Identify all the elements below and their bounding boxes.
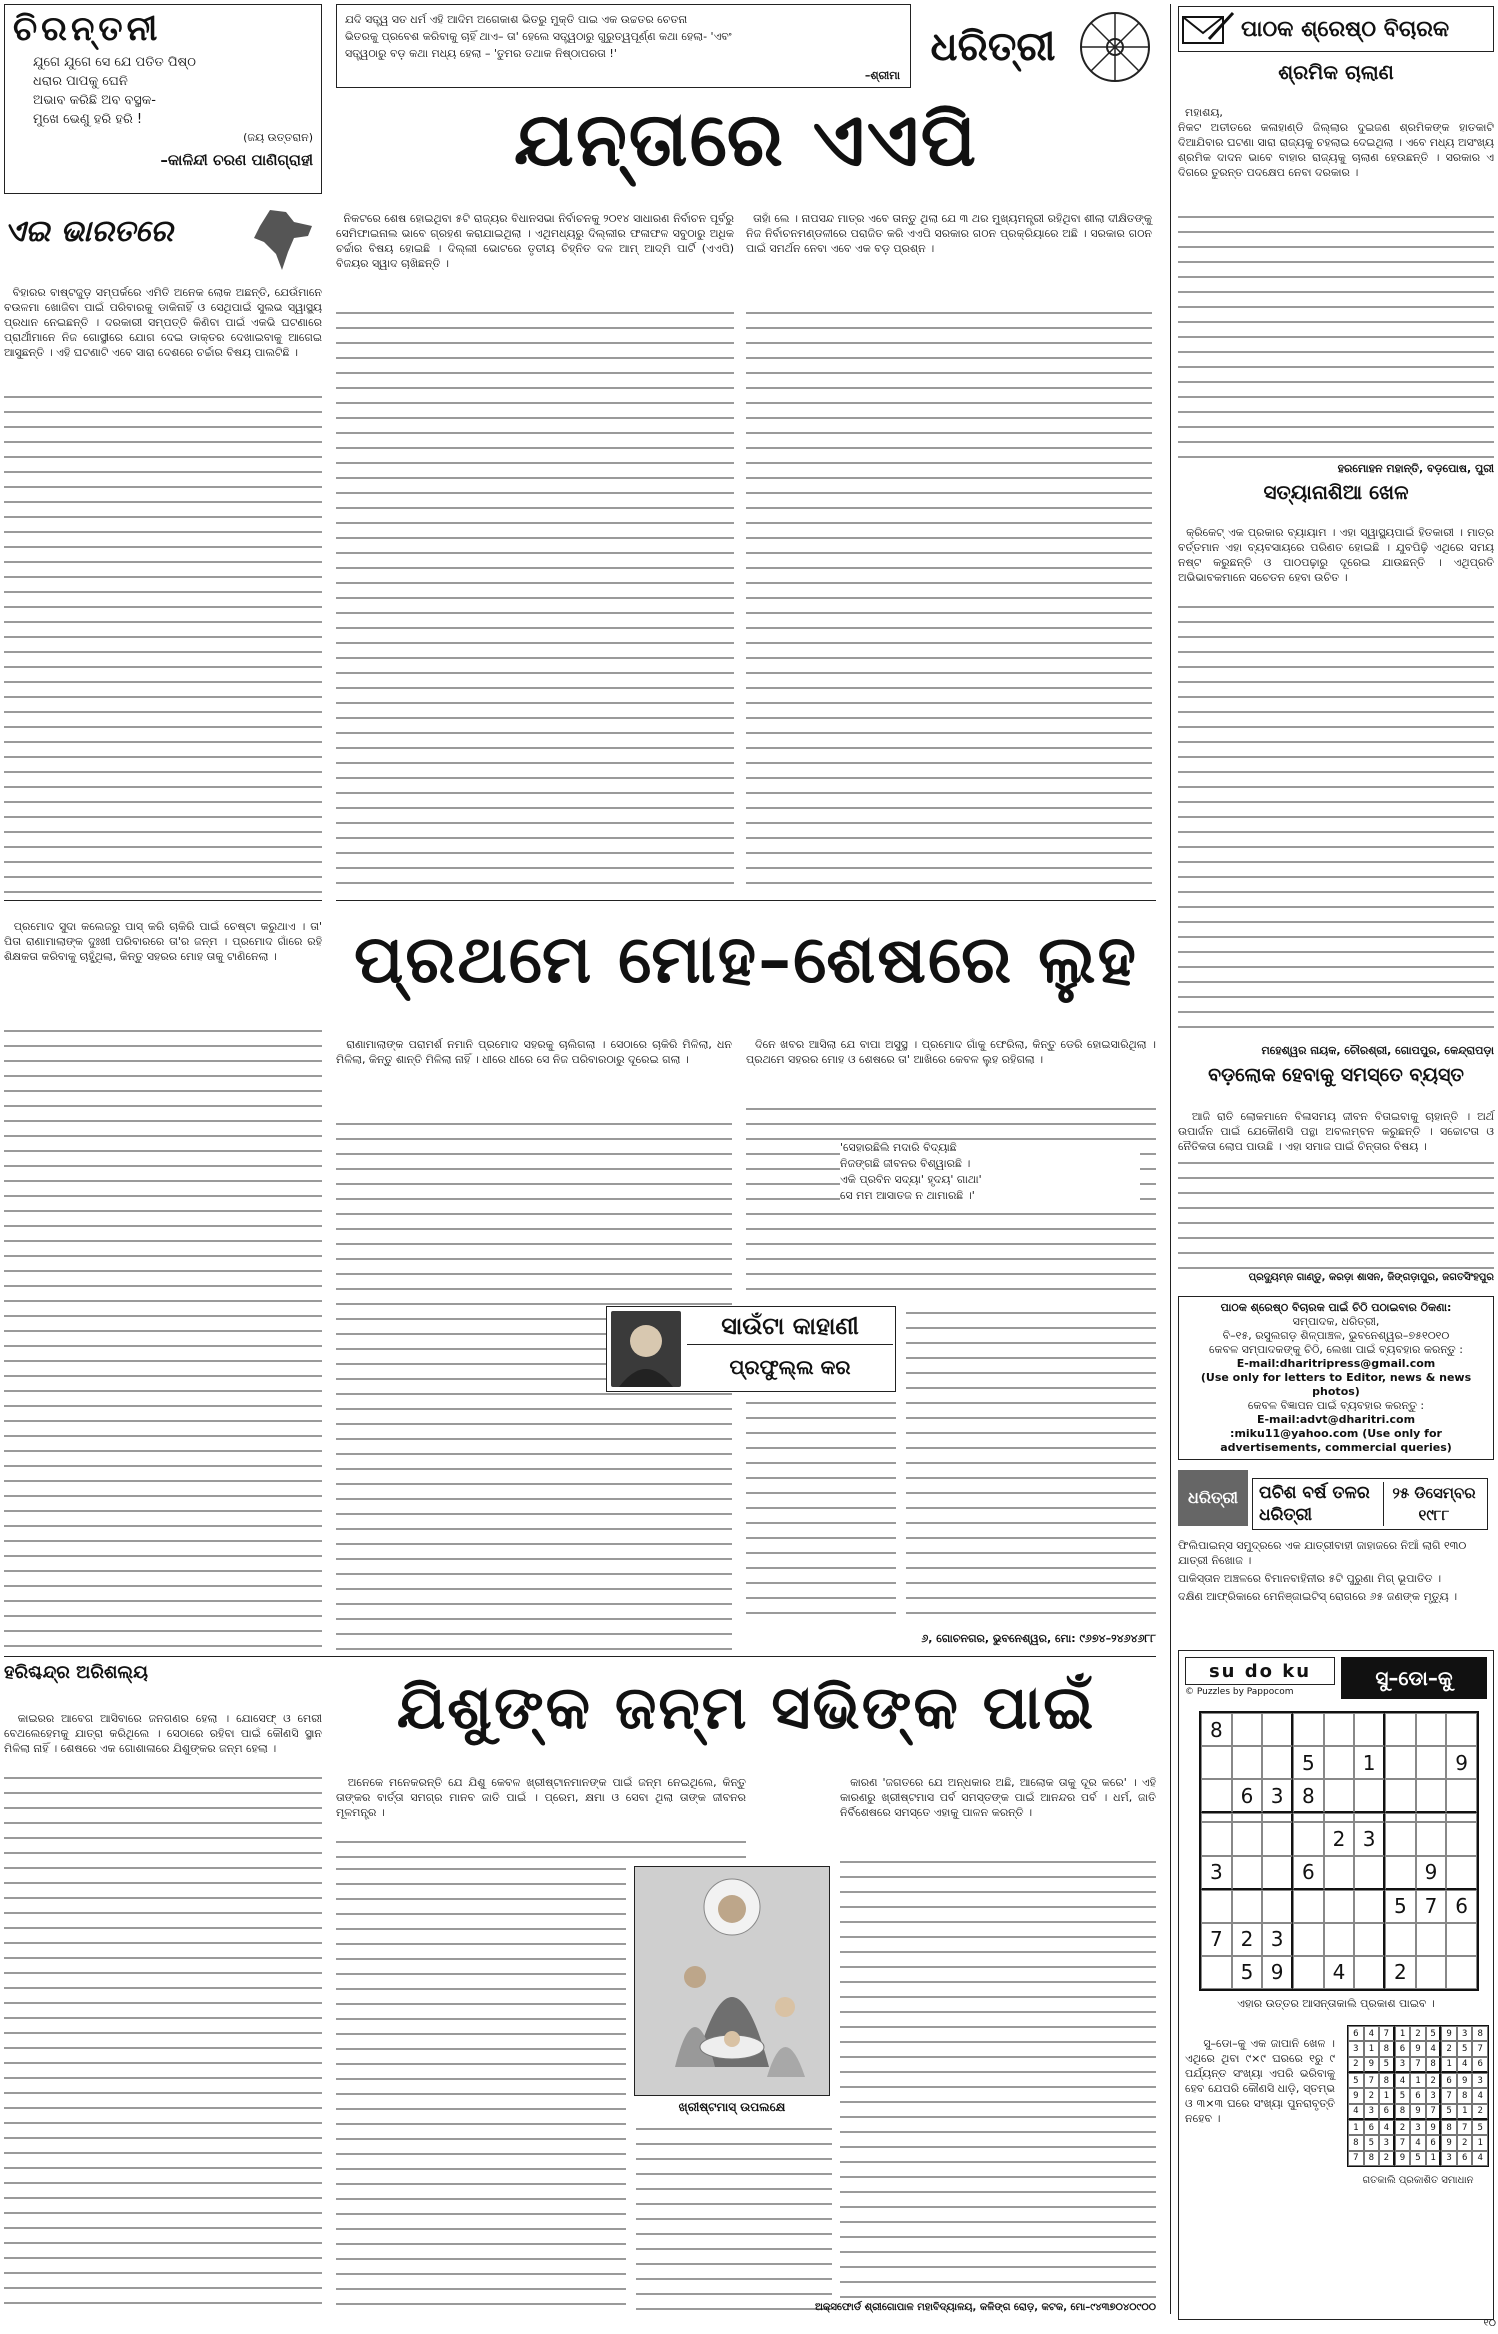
sudoku-cell[interactable] [1416, 1923, 1447, 1956]
solution-cell: 4 [1426, 2041, 1442, 2056]
sudoku-cell[interactable] [1232, 1822, 1263, 1855]
sudoku-cell[interactable] [1262, 1713, 1293, 1746]
solution-cell: 2 [1364, 2088, 1380, 2103]
solution-cell: 3 [1364, 2104, 1380, 2120]
solution-cell: 2 [1472, 2104, 1488, 2120]
solution-cell: 4 [1410, 2135, 1426, 2150]
sudoku-cell[interactable] [1201, 1746, 1232, 1779]
second-address: ୬, ଗୋଚନଗର, ଭୁବନେଶ୍ୱର, ମୋ: ୯୬୭୪–୨୪୬୪୬୮୮ [921, 1632, 1156, 1645]
solution-cell: 7 [1410, 2057, 1426, 2073]
archive-logo: ଧରିତ୍ରୀ [1178, 1470, 1248, 1526]
solution-cell: 8 [1426, 2057, 1442, 2073]
sudoku-cell[interactable] [1385, 1822, 1416, 1855]
solution-cell: 8 [1348, 2135, 1364, 2150]
solution-cell: 4 [1364, 2026, 1380, 2041]
christmas-col-3: କାରଣ 'ଜଗତରେ ଯେ ଅନ୍ଧକାର ଅଛି, ଆଲୋକ ତାକୁ ଦୂର କରେ' । ଏହି କାରଣରୁ ଖ୍ରୀଷ୍ଟମାସ ପର୍ବ ସମସ୍ତଙ୍କ ପାଇଁ ଆନନ୍ଦର ପର୍ବ । ଧର୍ମ, ଜାତି ନିର୍ବିଶେଷରେ ସମସ୍ତେ ଏହାକୁ ପାଳନ କରନ୍ତି । [840, 1760, 1156, 2300]
solution-cell: 2 [1426, 2073, 1442, 2088]
contact-email2b[interactable]: :miku11@yahoo.com (Use only for advertisements, commercial queries) [1220, 1427, 1452, 1454]
solution-cell: 3 [1410, 2120, 1426, 2135]
solution-cell: 3 [1395, 2057, 1411, 2073]
sudoku-cell[interactable] [1201, 1822, 1232, 1855]
sudoku-cell[interactable]: 9 [1446, 1746, 1477, 1779]
divider [336, 900, 1156, 901]
christmas-col-2: ଅନେକେ ମନେକରନ୍ତି ଯେ ଯିଶୁ କେବଳ ଖ୍ରୀଷ୍ଟାନମାନଙ୍କ ପାଇଁ ଜନ୍ମ ନେଇଥିଲେ, କିନ୍ତୁ ତାଙ୍କର ବାର୍ତ୍ତା ସମଗ୍ର ମାନବ ଜାତି ପାଇଁ । ପ୍ରେମ, କ୍ଷମା ଓ ସେବା ଥିଲା ତାଙ୍କ ଜୀବନର ମୂଳମନ୍ତ୍ର । [336, 1760, 746, 1860]
solution-cell: 3 [1457, 2026, 1473, 2041]
christmas-col-2-left [336, 1862, 626, 2316]
solution-cell: 9 [1457, 2073, 1473, 2088]
sudoku-cell[interactable]: 1 [1354, 1746, 1385, 1779]
letter1-title: ଶ୍ରମିକ ଚାଲାଣ [1278, 60, 1394, 84]
solution-cell: 9 [1410, 2104, 1426, 2120]
chirantani-source: (ଜୟ ଉତ୍ତରାନ) [243, 131, 313, 144]
archive-title: ପଚିଶ ବର୍ଷ ତଳର ଧରିତ୍ରୀ [1259, 1483, 1370, 1525]
archive-date: ୨୫ ଡିସେମ୍ବର ୧୯୮୮ [1383, 1482, 1484, 1526]
readers-banner [1178, 6, 1494, 52]
solution-cell: 1 [1426, 2151, 1442, 2166]
sudoku-cell[interactable] [1201, 1890, 1232, 1923]
sudoku-cell[interactable] [1416, 1822, 1447, 1855]
second-col-left: ପ୍ରମୋଦ ସୁଦା କଲେଜରୁ ପାସ୍ କରି ଚାକିରି ପାଇଁ ଚେଷ୍ଟା କରୁଥାଏ । ତା' ପିତା ରାଣାମାଲାଙ୍କ ଦୁଃଖୀ ପରିବାରରେ ତା'ର ଜନ୍ମ । ପ୍ରମୋଦ ଗାଁରେ ରହି ଶିକ୍ଷକତା କରିବାକୁ ଚାହୁଁଥିଲା, କିନ୍ତୁ ସହରର ମୋହ ତାକୁ ଟାଣିନେଲା । [4, 904, 322, 1654]
sudoku-cell[interactable] [1201, 1779, 1232, 1813]
contact-heading: ପାଠକ ଶ୍ରେଷ୍ଠ ବିଚାରକ ପାଇଁ ଚିଠି ପଠାଇବାର ଠିକଣା: [1220, 1301, 1452, 1314]
sudoku-cell[interactable] [1201, 1813, 1232, 1822]
contact-line1: ସମ୍ପାଦକ, ଧରିତ୍ରୀ, [1292, 1315, 1380, 1328]
solution-cell: 9 [1426, 2120, 1442, 2135]
sudoku-cell[interactable] [1324, 1923, 1355, 1956]
sudoku-cell[interactable] [1446, 1779, 1477, 1813]
india-map-icon [250, 208, 316, 272]
divider [4, 900, 322, 901]
contact-line3: କେବଳ ସମ୍ପାଦକଙ୍କୁ ଚିଠି, ଲେଖା ପାଇଁ ବ୍ୟବହାର କରନ୍ତୁ : [1209, 1343, 1463, 1356]
sudoku-cell[interactable] [1232, 1746, 1263, 1779]
christmas-author: ହରିଶ୍ଚନ୍ଦ୍ର ଅରିଶଲ୍ୟ [4, 1662, 148, 1683]
sudoku-cell[interactable] [1232, 1890, 1263, 1923]
solution-cell: 8 [1441, 2120, 1457, 2135]
sudoku-cell[interactable] [1324, 1890, 1355, 1923]
wheel-icon [1078, 10, 1152, 84]
solution-cell: 8 [1364, 2151, 1380, 2166]
sudoku-cell[interactable] [1385, 1746, 1416, 1779]
sudoku-cell[interactable]: 3 [1262, 1923, 1293, 1956]
sudoku-cell[interactable] [1262, 1822, 1293, 1855]
sudoku-header [1185, 1657, 1487, 1701]
solution-cell: 6 [1410, 2088, 1426, 2103]
solution-cell: 8 [1395, 2104, 1411, 2120]
solution-cell: 3 [1348, 2041, 1364, 2056]
solution-cell: 9 [1441, 2026, 1457, 2041]
solution-cell: 4 [1472, 2151, 1488, 2166]
sudoku-cell[interactable] [1354, 1956, 1385, 1989]
author-box-name: ପ୍ରଫୁଲ୍ଲ କର [729, 1355, 851, 1379]
solution-cell: 1 [1364, 2041, 1380, 2056]
sudoku-cell[interactable] [1324, 1813, 1355, 1822]
divider [4, 1656, 1156, 1657]
sudoku-cell[interactable] [1232, 1713, 1263, 1746]
letter2-title: ସତ୍ୟାନାଶିଆ ଖେଳ [1263, 480, 1409, 504]
sudoku-solution-grid [1347, 2025, 1489, 2167]
solution-cell: 8 [1379, 2073, 1395, 2088]
christmas-address: ଅକ୍ସଫୋର୍ଡ ଶ୍ରୀଗୋପାଳ ମହାବିଦ୍ୟାଳୟ, କଳିଙ୍ଗ ରୋଡ଼, କଟକ, ମୋ–୯୪୩୭୦୪୦୯୦୦ [815, 2302, 1156, 2313]
sudoku-cell[interactable]: 7 [1416, 1890, 1447, 1923]
solution-cell: 1 [1457, 2104, 1473, 2120]
sudoku-cell[interactable] [1354, 1923, 1385, 1956]
solution-cell: 7 [1379, 2026, 1395, 2041]
sudoku-cell[interactable]: 8 [1201, 1713, 1232, 1746]
page-number: ୧୦ [1483, 2318, 1496, 2329]
sudoku-cell[interactable] [1324, 1779, 1355, 1813]
letter3-body: ଆଜି ରାତି ଲୋକମାନେ ବିଳାସମୟ ଜୀବନ ବିତାଇବାକୁ ଚାହାନ୍ତି । ଅର୍ଥ ଉପାର୍ଜନ ପାଇଁ ଯେକୌଣସି ପନ୍ଥା ଅବଲମ୍ବନ କରୁଛନ୍ତି । ସଚ୍ଚୋଟତା ଓ ନୈତିକତା ଲୋପ ପାଉଛି । ଏହା ସମାଜ ପାଇଁ ଚିନ୍ତାର ବିଷୟ । [1178, 1094, 1494, 1270]
sudoku-cell[interactable] [1446, 1822, 1477, 1855]
letter2-body: କ୍ରିକେଟ୍ ଏକ ପ୍ରକାର ବ୍ୟାୟାମ । ଏହା ସ୍ୱାସ୍ଥ୍ୟପାଇଁ ହିତକାରୀ । ମାତ୍ର ବର୍ତ୍ତମାନ ଏହା ବ୍ୟବସାୟରେ ପରିଣତ ହୋଇଛି । ଯୁବପିଢ଼ି ଏଥିରେ ସମୟ ନଷ୍ଟ କରୁଛନ୍ତି ଓ ପାଠପଢ଼ାରୁ ଦୂରେଇ ଯାଉଛନ୍ତି । ଏଥିପ୍ରତି ଅଭିଭାବକମାନେ ସଚେତନ ହେବା ଉଚିତ । [1178, 510, 1494, 1040]
second-col-2b [746, 1396, 896, 1626]
archive-item: ଦକ୍ଷିଣ ଆଫ୍ରିକାରେ ମେନିଞ୍ଜାଇଟିସ୍ ରୋଗରେ ୬୫ ଜଣଙ୍କ ମୃତ୍ୟୁ । [1178, 1590, 1458, 1603]
archive-title-box [1252, 1478, 1488, 1530]
solution-cell: 9 [1410, 2041, 1426, 2056]
solution-cell: 1 [1410, 2073, 1426, 2088]
solution-cell: 5 [1426, 2026, 1442, 2041]
sudoku-cell[interactable] [1201, 1956, 1232, 1989]
archive-item: ପାକିସ୍ତାନ ଅଞ୍ଚଳରେ ବିମାନବାହିନୀର ୫ଟି ପୁରୁଣା ମିଗ୍ ଭୂପାତିତ । [1178, 1572, 1442, 1585]
body-continuation [4, 390, 322, 898]
quote-author: –ଶ୍ରୀମା [864, 69, 900, 82]
lead-headline: ଯନ୍ତାରେ ଏଏପି [514, 97, 978, 183]
solution-cell: 5 [1379, 2057, 1395, 2073]
contact-email2[interactable]: E-mail:advt@dharitri.com [1256, 1413, 1416, 1426]
chirantani-poet: –କାଳିନ୍ଦୀ ଚରଣ ପାଣିଗ୍ରାହୀ [160, 151, 313, 169]
christmas-col-1: କାଇରର ଆବେଗ ଆସିବାରେ ଜନଗଣର ହେଲା । ଯୋସେଫ୍ ଓ ମେରୀ ବେଥଲେହେମକୁ ଯାତ୍ରା କରିଥିଲେ । ସେଠାରେ ରହିବା ପାଇଁ କୌଣସି ସ୍ଥାନ ମିଳିଲା ନାହିଁ । ଶେଷରେ ଏକ ଗୋଶାଳାରେ ଯିଶୁଙ୍କର ଜନ୍ମ ହେଲା । [4, 1696, 322, 2316]
solution-cell: 5 [1457, 2041, 1473, 2056]
readers-banner-title: ପାଠକ ଶ୍ରେଷ୍ଠ ବିଚାରକ [1241, 16, 1450, 42]
sudoku-cell[interactable] [1416, 1746, 1447, 1779]
solution-cell: 6 [1379, 2104, 1395, 2120]
solution-cell: 4 [1457, 2057, 1473, 2073]
sudoku-cell[interactable] [1385, 1856, 1416, 1890]
sudoku-cell[interactable] [1385, 1923, 1416, 1956]
solution-cell: 1 [1348, 2120, 1364, 2135]
body-continuation [746, 1396, 896, 1626]
solution-cell: 9 [1441, 2135, 1457, 2150]
letter3-title: ବଡ଼ଲୋକ ହେବାକୁ ସମସ୍ତେ ବ୍ୟସ୍ତ [1208, 1064, 1464, 1086]
sudoku-cell[interactable] [1354, 1779, 1385, 1813]
body-continuation [636, 2122, 832, 2316]
solution-cell: 2 [1348, 2057, 1364, 2073]
sudoku-cell[interactable] [1446, 1713, 1477, 1746]
letter1-body: ମହାଶୟ, ନିକଟ ଅତୀତରେ କଳାହାଣ୍ଡି ଜିଲ୍ଲାର ଦୁଇଜଣ ଶ୍ରମିକଙ୍କ ହାତକାଟି ଦିଆଯିବାର ଘଟଣା ସାରା ରାଜ୍ୟକୁ ଚହଲାଇ ଦେଇଥିଲା । ଏବେ ମଧ୍ୟ ଅସଂଖ୍ୟ ଶ୍ରମିକ ଦାଦନ ଭାବେ ବାହାର ରାଜ୍ୟକୁ ଚାଲାଣ ହେଉଛନ୍ତି । ସରକାର ଏ ଦିଗରେ ତୁରନ୍ତ ପଦକ୍ଷେପ ନେବା ଦରକାର । [1178, 90, 1494, 460]
christmas-image-caption: ଖ୍ରୀଷ୍ଟମାସ୍ ଉପଲକ୍ଷେ [678, 2100, 786, 2114]
paper-name: ଧରିତ୍ରୀ [930, 22, 1056, 70]
body-continuation [4, 1771, 322, 2316]
solution-cell: 2 [1379, 2151, 1395, 2166]
sudoku-cell[interactable] [1232, 1813, 1263, 1822]
chirantani-box [4, 4, 322, 194]
sudoku-cell[interactable] [1446, 1856, 1477, 1890]
solution-cell: 2 [1441, 2041, 1457, 2056]
sudoku-note: ଏହାର ଉତ୍ତର ଆସନ୍ତାକାଲି ପ୍ରକାଶ ପାଇବ । [1237, 1997, 1435, 2010]
chirantani-title: ଚିରନ୍ତନୀ [13, 9, 162, 49]
contact-box [1178, 1296, 1494, 1460]
solution-cell: 3 [1426, 2088, 1442, 2103]
sudoku-cell[interactable] [1354, 1890, 1385, 1923]
sudoku-cell[interactable] [1446, 1956, 1477, 1989]
body-continuation [4, 1024, 322, 1654]
body-continuation [336, 1862, 626, 2316]
sudoku-cell[interactable] [1385, 1779, 1416, 1813]
solution-cell: 3 [1379, 2135, 1395, 2150]
sudoku-cell[interactable]: 6 [1446, 1890, 1477, 1923]
sudoku-cell[interactable] [1262, 1746, 1293, 1779]
sudoku-cell[interactable]: 9 [1416, 1856, 1447, 1890]
solution-cell: 1 [1441, 2057, 1457, 2073]
sudoku-cell[interactable]: 5 [1232, 1956, 1263, 1989]
ajira-bharat-title: ଏଇ ଭାରତରେ [4, 214, 173, 249]
solution-cell: 5 [1441, 2104, 1457, 2120]
body-continuation [906, 1306, 1156, 1626]
sudoku-cell[interactable] [1324, 1746, 1355, 1779]
quote-box [336, 4, 911, 88]
solution-cell: 9 [1395, 2151, 1411, 2166]
body-continuation [746, 306, 1152, 896]
sudoku-cell[interactable] [1293, 1890, 1324, 1923]
sudoku-help: ସୁ–ଡୋ–କୁ ଏକ ଜାପାନି ଖେଳ । ଏଥିରେ ଥିବା ୯×୯ ଘରରେ ୧ରୁ ୯ ପର୍ଯ୍ୟନ୍ତ ସଂଖ୍ୟା ଏପରି ଭରିବାକୁ ହେବ ଯେପରି କୌଣସି ଧାଡ଼ି, ସ୍ତମ୍ଭ ଓ ୩×୩ ଘରେ ସଂଖ୍ୟା ପୁନରାବୃତ୍ତି ନହେବ । [1185, 2037, 1339, 2125]
sudoku-cell[interactable] [1293, 1956, 1324, 1989]
christmas-image [634, 1866, 830, 2096]
letter2-sign: ମହେଶ୍ୱର ନାୟକ, ଚୌରଶ୍ରୀ, ଗୋପପୁର, କେନ୍ଦ୍ରାପଡ଼ା [1261, 1044, 1494, 1057]
solution-cell: 1 [1379, 2088, 1395, 2103]
body-continuation [1178, 600, 1494, 1040]
chirantani-verse: ଯୁଗେ ଯୁଗେ ସେ ଯେ ପତିତ ପିଷ୍ଠ ଧରାର ପାପକୁ ଘେନି ଅଭାବ କରିଛି ଅବ ବସ୍ଥକ- ମୁଖେ ଭେଣୁ ହରି ହରି ! [33, 55, 196, 127]
solution-cell: 1 [1472, 2135, 1488, 2150]
masthead-quote: ଯଦି ସତ୍ତ୍ୱ ସତ ଧର୍ମ ଏହି ଆଦିମ ଅଗେକାଶ ଭିତରୁ ମୁକ୍ତି ପାଇ ଏକ ଉଚ୍ଚତର ଚେତନା ଭିତରକୁ ପ୍ରବେଶ କରିବାକୁ ଚାହିଁ ଥାଏ– ତା' ହେଲେ ସତ୍ତ୍ୱଠାରୁ ଗୁରୁତ୍ୱପୂର୍ଣ୍ଣ କଥା ହେଲା- 'ଏବଂ ସତ୍ତ୍ୱଠାରୁ ବଡ଼ କଥା ମଧ୍ୟ ହେଲା – 'ତୁମର ତଥାକ ନିଷ୍ଠାପରତା !' [345, 13, 732, 60]
sudoku-solution-label: ଗତକାଲି ପ୍ରକାଶିତ ସମାଧାନ [1362, 2175, 1474, 2186]
solution-cell: 5 [1395, 2088, 1411, 2103]
sudoku-cell[interactable] [1416, 1713, 1447, 1746]
solution-cell: 7 [1441, 2088, 1457, 2103]
solution-cell: 6 [1441, 2073, 1457, 2088]
sudoku-cell[interactable] [1416, 1813, 1447, 1822]
solution-cell: 4 [1395, 2073, 1411, 2088]
sudoku-cell[interactable]: 2 [1232, 1923, 1263, 1956]
contact-line2: ବି–୧୫, ରସୁଲଗଡ଼ ଶିଳ୍ପାଞ୍ଚଳ, ଭୁବନେଶ୍ୱର–୭୫୧୦୧୦ [1222, 1329, 1450, 1342]
body-continuation [1178, 1156, 1494, 1270]
solution-cell: 5 [1472, 2120, 1488, 2135]
solution-cell: 7 [1395, 2135, 1411, 2150]
lead-col-2: ତାହାଁ ଲେ । ନାପସନ୍ଦ ମାତ୍ର ଏବେ ତାନ୍ତୁ ଥିଲା ଯେ ୩ ଥର ମୁଖ୍ୟମନ୍ତ୍ରୀ ରହିଥିବା ଶୀଲା ଦୀକ୍ଷିତଙ୍କୁ ନିଜ ନିର୍ବାଚନମଣ୍ଡଳୀରେ ପରାଜିତ କରି ଏଏପି ସରକାର ଗଠନ ପ୍ରକ୍ରିୟାରେ ଅଛି । ସରକାର ଗଠନ ପାଇଁ ସମର୍ଥନ ନେବା ଏବେ ଏକ ବଡ଼ ପ୍ରଶ୍ନ । [746, 196, 1152, 896]
sudoku-title: ସୁ–ଡୋ–କୁ [1341, 1657, 1487, 1699]
solution-cell: 3 [1441, 2151, 1457, 2166]
sudoku-cell[interactable]: 3 [1354, 1822, 1385, 1855]
solution-cell: 2 [1395, 2120, 1411, 2135]
divider [1170, 4, 1171, 2314]
solution-cell: 4 [1472, 2088, 1488, 2103]
body-continuation [336, 306, 734, 896]
author-box [606, 1306, 896, 1392]
sudoku-cell[interactable] [1446, 1923, 1477, 1956]
body-continuation [840, 1855, 1156, 2300]
sudoku-box [1178, 1650, 1494, 2320]
body-continuation [336, 1835, 746, 1860]
solution-cell: 9 [1364, 2057, 1380, 2073]
letter1-sign: ହରମୋହନ ମହାନ୍ତି, ବଡ଼ପୋଷ, ପୁରୀ [1337, 462, 1494, 475]
ajira-bharat-body: ବିହାରର ବାଷ୍ଟଜୁଡ଼ ସମ୍ପର୍କରେ ଏମିତି ଅନେକ ଲୋକ ଅଛନ୍ତି, ଯେଉଁମାନେ ବଉଳମା ଖୋଜିବା ପାଇଁ ପରିବାରକୁ ଡାକିନାହିଁ ଓ ସେଥିପାଇଁ ସୁଲଭ ସ୍ୱାସ୍ଥ୍ୟ ପ୍ରଧାନ ନେଇଛନ୍ତି । ଦରକାରୀ ସମ୍ପତ୍ତି କିଣିବା ପାଇଁ ଏକଭି ଘଟଣାରେ ପ୍ରାର୍ଥୀମାନେ ନିଜ ଗୋସ୍ଥୀରେ ଯୋଗ ଦେଇ ଡାକ୍ତର ଦେଖାଇବାକୁ ଆଗେଇ ଆସୁଛନ୍ତି । ଏହି ଘଟଣାଟି ଏବେ ସାରା ଦେଶରେ ଚର୍ଚ୍ଚାର ବିଷୟ ପାଲଟିଛି । [4, 270, 322, 898]
solution-cell: 2 [1457, 2135, 1473, 2150]
sudoku-cell[interactable] [1324, 1713, 1355, 1746]
sudoku-cell[interactable] [1293, 1813, 1324, 1822]
author-photo [611, 1311, 681, 1387]
sudoku-logo: su do ku [1185, 1657, 1335, 1685]
author-box-title: ସାଉଁଟା କାହାଣୀ [687, 1311, 893, 1345]
solution-cell: 7 [1472, 2041, 1488, 2056]
sudoku-cell[interactable]: 2 [1324, 1822, 1355, 1855]
second-verse: 'ସେହାରଛିଲି ମଦାରି ବିଦ୍ୟାଛି ନିଜଙ୍ଗଛି ଜୀବନର ବିଶ୍ୱାରଛି । ଏକି ପ୍ରବିନ ସଦ୍ୟା' ହୃଦୟ' ଗାଥା' ସେ ମମ ଆସାତଜ ନ ଥାମାରଛି ।' [840, 1140, 1140, 1204]
sudoku-cell[interactable] [1324, 1856, 1355, 1890]
sudoku-cell[interactable] [1232, 1856, 1263, 1890]
sudoku-cell[interactable]: 8 [1293, 1779, 1324, 1813]
sudoku-cell[interactable]: 7 [1201, 1923, 1232, 1956]
sudoku-cell[interactable] [1385, 1813, 1416, 1822]
solution-cell: 7 [1348, 2151, 1364, 2166]
solution-cell: 6 [1472, 2057, 1488, 2073]
contact-email1-note: (Use only for letters to Editor, news & news photos) [1200, 1371, 1472, 1398]
sudoku-cell[interactable] [1293, 1923, 1324, 1956]
second-col-3: ଦିନେ ଖବର ଆସିଲା ଯେ ବାପା ଅସୁସ୍ଥ । ପ୍ରମୋଦ ଗାଁକୁ ଫେରିଲା, କିନ୍ତୁ ଡେରି ହୋଇସାରିଥିଲା । ପ୍ରଥମେ ସହରର ମୋହ ଓ ଶେଷରେ ତା' ଆଖିରେ କେବଳ ଲୁହ ରହିଗଲା । [746, 1022, 1156, 1302]
christmas-col-2-right [636, 2122, 832, 2316]
solution-cell: 9 [1348, 2088, 1364, 2103]
solution-cell: 8 [1457, 2088, 1473, 2103]
contact-email1[interactable]: E-mail:dharitripress@gmail.com [1236, 1357, 1436, 1370]
solution-cell: 8 [1472, 2026, 1488, 2041]
archive-items [1178, 1538, 1494, 1604]
sudoku-grid[interactable] [1199, 1711, 1479, 1991]
letter-icon [1179, 9, 1235, 49]
second-col-3b [906, 1306, 1156, 1626]
solution-cell: 5 [1364, 2135, 1380, 2150]
solution-cell: 2 [1410, 2026, 1426, 2041]
sudoku-cell[interactable] [1446, 1813, 1477, 1822]
sudoku-cell[interactable] [1293, 1713, 1324, 1746]
solution-cell: 1 [1395, 2026, 1411, 2041]
solution-cell: 6 [1364, 2120, 1380, 2135]
sudoku-cell[interactable]: 3 [1262, 1779, 1293, 1813]
solution-cell: 5 [1348, 2073, 1364, 2088]
sudoku-cell[interactable] [1262, 1813, 1293, 1822]
sudoku-cell[interactable] [1262, 1890, 1293, 1923]
sudoku-cell[interactable]: 3 [1201, 1856, 1232, 1890]
second-headline: ପ୍ରଥମେ ମୋହ–ଶେଷରେ ଲୁହ [354, 920, 1138, 998]
sudoku-cell[interactable]: 9 [1262, 1956, 1293, 1989]
solution-cell: 6 [1348, 2026, 1364, 2041]
sudoku-cell[interactable]: 4 [1324, 1956, 1355, 1989]
sudoku-cell[interactable] [1354, 1856, 1385, 1890]
sudoku-cell[interactable]: 6 [1232, 1779, 1263, 1813]
body-continuation [1178, 210, 1494, 460]
solution-cell: 7 [1426, 2104, 1442, 2120]
sudoku-cell[interactable] [1262, 1856, 1293, 1890]
sudoku-cell[interactable]: 5 [1385, 1890, 1416, 1923]
solution-cell: 7 [1457, 2120, 1473, 2135]
sudoku-credit: © Puzzles by Pappocom [1185, 1687, 1294, 1697]
solution-cell: 8 [1379, 2041, 1395, 2056]
second-col-2: ରାଣାମାଲାଙ୍କ ପରାମର୍ଶ ନମାନି ପ୍ରମୋଦ ସହରକୁ ଚାଲିଗଲା । ସେଠାରେ ଚାକିରି ମିଳିଲା, ଧନ ମିଳିଲା, କିନ୍ତୁ ଶାନ୍ତି ମିଳିଲା ନାହିଁ । ଧୀରେ ଧୀରେ ସେ ନିଜ ପରିବାରଠାରୁ ଦୂରେଇ ଗଲା । [336, 1022, 732, 1654]
letter3-sign: ପ୍ରଦ୍ୟୁମ୍ନ ଗାଣ୍ଡୁ, କରଡ଼ା ଶାସନ, ଜିଙ୍ଗଡ଼ାପୁର, ଜଗତସିଂହପୁର [1248, 1272, 1494, 1283]
lead-col-1: ନିକଟରେ ଶେଷ ହୋଇଥିବା ୫ଟି ରାଜ୍ୟର ବିଧାନସଭା ନିର୍ବାଚନକୁ ୨୦୧୪ ସାଧାରଣ ନିର୍ବାଚନ ପୂର୍ବରୁ ସେମିଫାଇନାଲ ଭାବେ ଗ୍ରହଣ କରାଯାଇଥିଲା । ଏଥିମଧ୍ୟରୁ ଦିଲ୍ଲୀର ଫଳାଫଳ ସବୁଠାରୁ ଅଧିକ ଚର୍ଚ୍ଚାର ବିଷୟ ହୋଇଛି । ଦିଲ୍ଲୀ ଭୋଟରେ ତୃତୀୟ ଚିହ୍ନିତ ଦଳ ଆମ୍ ଆଦ୍ମି ପାର୍ଟି (ଏଏପି) ବିଜୟର ସ୍ୱାଦ ଚାଖିଛନ୍ତି । [336, 196, 734, 896]
sudoku-cell[interactable] [1354, 1813, 1385, 1822]
sudoku-cell[interactable]: 2 [1385, 1956, 1416, 1989]
contact-line4: କେବଳ ବିଜ୍ଞାପନ ପାଇଁ ବ୍ୟବହାର କରନ୍ତୁ : [1247, 1399, 1425, 1412]
solution-cell: 7 [1364, 2073, 1380, 2088]
sudoku-cell[interactable] [1385, 1713, 1416, 1746]
sudoku-cell[interactable] [1293, 1822, 1324, 1855]
sudoku-cell[interactable] [1416, 1956, 1447, 1989]
sudoku-cell[interactable]: 5 [1293, 1746, 1324, 1779]
paper-logo [918, 6, 1068, 86]
sudoku-cell[interactable] [1416, 1779, 1447, 1813]
solution-cell: 4 [1379, 2120, 1395, 2135]
archive-item: ଫିଲିପାଇନ୍ସ ସମୁଦ୍ରରେ ଏକ ଯାତ୍ରୀବାହୀ ଜାହାଜରେ ନିଆଁ ଲାଗି ୧୩୦ ଯାତ୍ରୀ ନିଖୋଜ । [1178, 1539, 1467, 1567]
solution-cell: 6 [1395, 2041, 1411, 2056]
solution-cell: 4 [1348, 2104, 1364, 2120]
sudoku-cell[interactable]: 6 [1293, 1856, 1324, 1890]
solution-cell: 6 [1426, 2135, 1442, 2150]
sudoku-cell[interactable] [1354, 1713, 1385, 1746]
solution-cell: 3 [1472, 2073, 1488, 2088]
solution-cell: 6 [1457, 2151, 1473, 2166]
solution-cell: 5 [1410, 2151, 1426, 2166]
christmas-headline: ଯିଶୁଙ୍କ ଜନ୍ମ ସଭିଙ୍କ ପାଇଁ [396, 1673, 1096, 1743]
